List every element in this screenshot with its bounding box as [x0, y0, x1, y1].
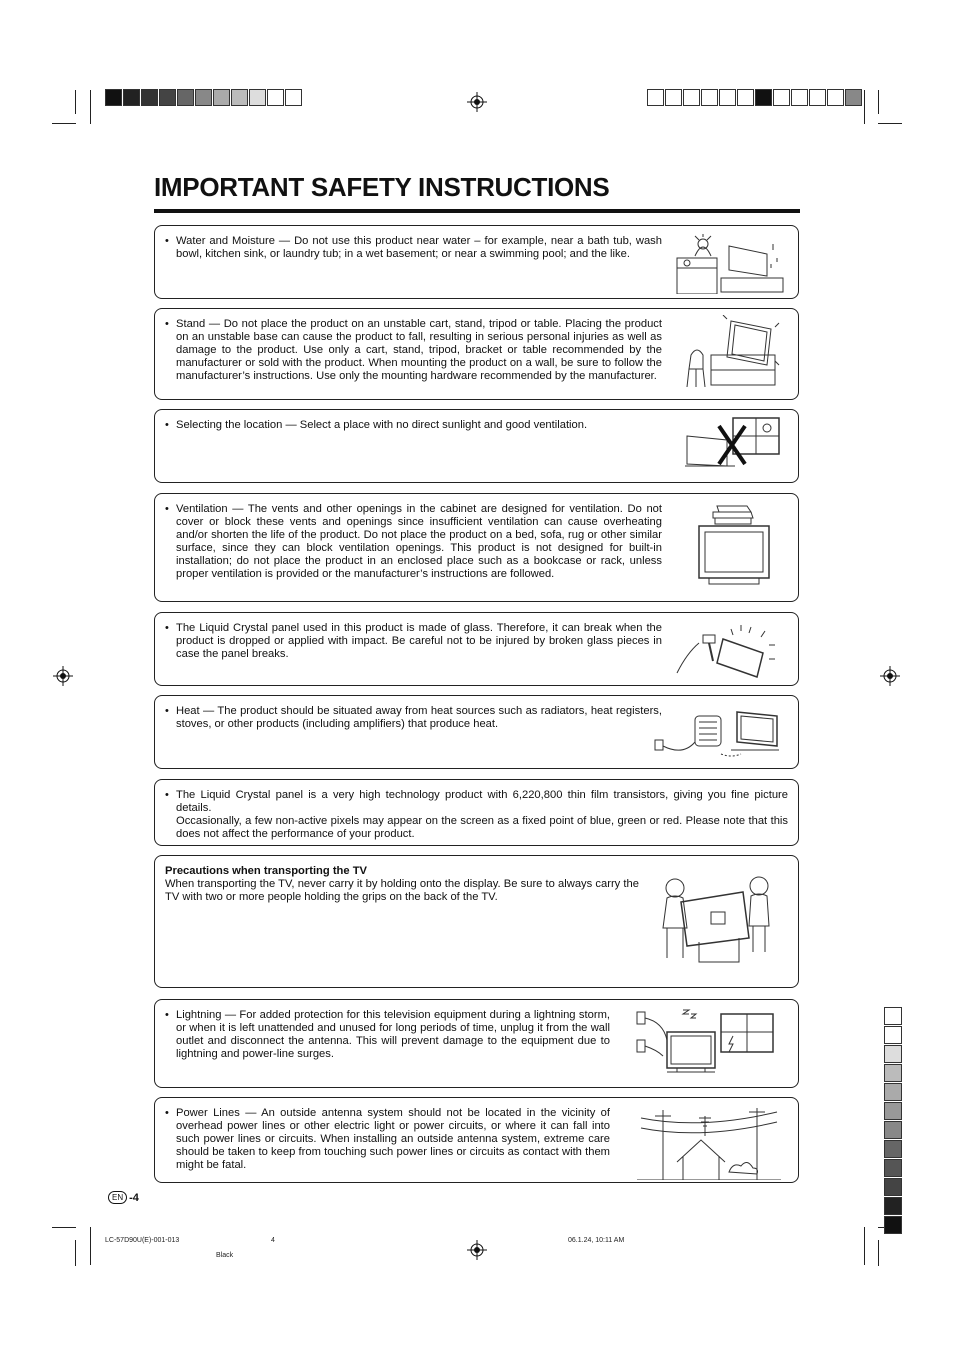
- right-bar-swatch: [845, 89, 862, 106]
- side-bar-swatch: [884, 1140, 902, 1158]
- right-bar-swatch: [701, 89, 718, 106]
- section-text: [176, 789, 788, 841]
- color-calibration-bar-side: [884, 1007, 902, 1235]
- section-ventilation: [154, 493, 799, 602]
- section-transport: [154, 855, 799, 988]
- footer-color: Black: [216, 1252, 234, 1259]
- left-bar-swatch: [213, 89, 230, 106]
- side-bar-swatch: [884, 1121, 902, 1139]
- side-bar-swatch: [884, 1178, 902, 1196]
- page-number: [108, 1191, 139, 1204]
- section-text: Water and Moisture — Do not use this product near water – for example, near a bath tub, wash bowl, kitchen sink, or laundry tub; in a wet basement; or near a swimming pool; and the like.: [176, 235, 662, 260]
- footer-model: LC-57D90U(E)-001-013: [105, 1237, 180, 1244]
- side-bar-swatch: [884, 1159, 902, 1177]
- heater-illustration-icon: [651, 706, 779, 762]
- left-bar-swatch: [159, 89, 176, 106]
- section-heat: [154, 695, 799, 769]
- title-rule: [154, 209, 800, 213]
- section-text: Power Lines — An outside antenna system should not be located in the vicinity of overhead power lines or other electric light or power circuits, or where it can fall into such power lines or circuits. When installing an outside antenna system, extreme care should be taken to keep from touching such power lines or circuits as contact with them might be fatal.: [176, 1107, 610, 1171]
- crop-mark-tr-h: [878, 123, 902, 124]
- crop-mark-tl-h: [52, 123, 76, 124]
- right-bar-swatch: [755, 89, 772, 106]
- right-bar-swatch: [773, 89, 790, 106]
- page-number-text: -4: [129, 1191, 139, 1204]
- side-bar-swatch: [884, 1083, 902, 1101]
- bullet: •: [165, 1009, 169, 1021]
- section-text-line-2: Occasionally, a few non-active pixels may appear on the screen as a fixed point of blue, green or red. Please note that this does not affect the performance of your product.: [176, 815, 788, 840]
- lightning-illustration-icon: [633, 1006, 779, 1084]
- color-calibration-bar-left: [105, 89, 303, 106]
- left-bar-swatch: [285, 89, 302, 106]
- section-lightning: [154, 999, 799, 1088]
- crop-mark-tl-v2: [90, 90, 91, 124]
- registration-target-icon: [467, 1240, 487, 1260]
- side-bar-swatch: [884, 1197, 902, 1215]
- language-badge: EN: [108, 1191, 127, 1204]
- bullet: •: [165, 789, 169, 801]
- left-bar-swatch: [123, 89, 140, 106]
- section-text: The Liquid Crystal panel used in this product is made of glass. Therefore, it can break when the product is dropped or applied with impact. Be careful not to be injured by broken glass pieces in case the panel breaks.: [176, 622, 662, 660]
- side-bar-swatch: [884, 1102, 902, 1120]
- bullet: •: [165, 318, 169, 330]
- side-bar-swatch: [884, 1007, 902, 1025]
- section-text: Heat — The product should be situated away from heat sources such as radiators, heat registers, stoves, or other products (including amplifiers) that produce heat.: [176, 705, 662, 730]
- section-heading: Precautions when transporting the TV: [165, 865, 368, 877]
- section-text: Selecting the location — Select a place with no direct sunlight and good ventilation.: [176, 419, 588, 431]
- right-bar-swatch: [827, 89, 844, 106]
- footer-page: 4: [271, 1237, 275, 1244]
- crop-mark-bl-v2: [90, 1227, 91, 1265]
- bullet: •: [165, 1107, 169, 1119]
- section-stand: [154, 308, 799, 400]
- side-bar-swatch: [884, 1216, 902, 1234]
- crop-mark-bl-v: [75, 1240, 76, 1266]
- section-power-lines: [154, 1097, 799, 1183]
- section-pixels: [154, 779, 799, 846]
- crop-mark-tl-v: [75, 90, 76, 114]
- right-bar-swatch: [719, 89, 736, 106]
- power-lines-illustration-icon: [637, 1104, 781, 1180]
- section-location: [154, 409, 799, 483]
- left-bar-swatch: [231, 89, 248, 106]
- crop-mark-tr-v2: [864, 90, 865, 124]
- registration-target-icon: [880, 666, 900, 686]
- side-bar-swatch: [884, 1064, 902, 1082]
- crop-mark-tr-v: [878, 90, 879, 114]
- bullet: •: [165, 235, 169, 247]
- left-bar-swatch: [195, 89, 212, 106]
- right-bar-swatch: [791, 89, 808, 106]
- page-title: IMPORTANT SAFETY INSTRUCTIONS: [154, 172, 610, 202]
- bullet: •: [165, 503, 169, 515]
- crop-mark-br-v: [878, 1240, 879, 1266]
- right-bar-swatch: [809, 89, 826, 106]
- right-bar-swatch: [647, 89, 664, 106]
- bullet: •: [165, 419, 169, 431]
- no-sunlight-illustration-icon: [683, 416, 783, 476]
- section-text-line-1: The Liquid Crystal panel is a very high technology product with 6,220,800 thin film transistors, giving you fine picture details.: [176, 789, 788, 814]
- section-text: Stand — Do not place the product on an unstable cart, stand, tripod or table. Placing the product on an unstable base can cause the product to fall, resulting in serious personal injuries as well as damage to the product. Use only a cart, stand, tripod, bracket or table recommended by the manufacturer or sold with the product. When mounting the product on a wall, be sure to follow the manufacturer’s instructions. Use only the mounting hardware recommended by the manufacturer.: [176, 318, 662, 382]
- right-bar-swatch: [737, 89, 754, 106]
- section-glass-panel: [154, 612, 799, 686]
- unstable-stand-illustration-icon: [683, 315, 783, 395]
- color-calibration-bar-right: [647, 89, 863, 106]
- left-bar-swatch: [249, 89, 266, 106]
- ventilation-illustration-icon: [695, 502, 775, 586]
- section-text: When transporting the TV, never carry it by holding onto the display. Be sure to always carry the TV with two or more people holding the grips on the back of the TV.: [165, 878, 639, 903]
- bullet: •: [165, 622, 169, 634]
- registration-target-icon: [53, 666, 73, 686]
- left-bar-swatch: [267, 89, 284, 106]
- breaking-glass-illustration-icon: [671, 619, 789, 681]
- footer-date: 06.1.24, 10:11 AM: [568, 1237, 625, 1244]
- section-water-moisture: [154, 225, 799, 299]
- crop-mark-br-v2: [864, 1227, 865, 1265]
- water-illustration-icon: [673, 234, 791, 294]
- right-bar-swatch: [665, 89, 682, 106]
- right-bar-swatch: [683, 89, 700, 106]
- crop-mark-bl-h: [52, 1227, 76, 1228]
- section-text: Ventilation — The vents and other openings in the cabinet are designed for ventilation. Do not cover or block these vents and openings since insufficient ventilation can cause overheating and/or shorten the life of the product. Do not place the product on a bed, sofa, rug or other similar surface, since they can block ventilation openings. This product is not designed for built-in installation; do not place the product in an enclosed place such as a bookcase or rack, unless proper ventilation is provided or the manufacturer’s instructions are followed.: [176, 503, 662, 580]
- left-bar-swatch: [177, 89, 194, 106]
- bullet: •: [165, 705, 169, 717]
- side-bar-swatch: [884, 1045, 902, 1063]
- registration-target-icon: [467, 92, 487, 112]
- transport-tv-illustration-icon: [655, 872, 775, 968]
- section-text: Lightning — For added protection for this television equipment during a lightning storm, or when it is left unattended and unused for long periods of time, unplug it from the wall outlet and disconnect the antenna. This will prevent damage to the equipment due to lightning and power-line surges.: [176, 1009, 610, 1060]
- side-bar-swatch: [884, 1026, 902, 1044]
- left-bar-swatch: [105, 89, 122, 106]
- left-bar-swatch: [141, 89, 158, 106]
